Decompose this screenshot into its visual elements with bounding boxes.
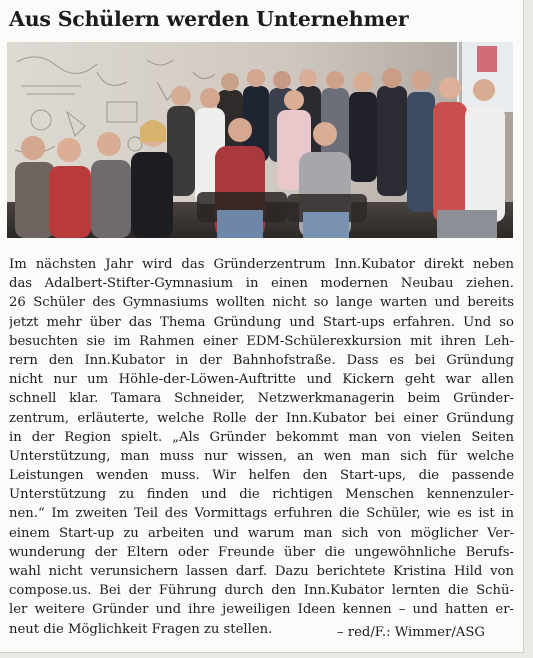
- article-line: Unterstützung, man muss nur wissen, an wen man sich für welche: [9, 448, 514, 464]
- article-line: wahl nicht verunsichern lassen darf. Dazu berichtete Kristina Hild von: [9, 564, 514, 579]
- article-line: Unterstützung zu finden und die richtigen Menschen kennenzuler-: [9, 487, 514, 503]
- article-line: ler weitere Gründer und ihre jeweiligen Ideen kennen – und hatten er-: [9, 602, 514, 618]
- article-line: jetzt mehr über das Thema Gründung und Start-ups erfahren. Und so: [9, 314, 514, 330]
- article-body: [9, 255, 514, 639]
- group-photo: [7, 42, 513, 238]
- article-line: rern den Inn.Kubator in der Bahnhofstraße. Dass es bei Gründung: [9, 352, 514, 368]
- article-line: compose.us. Bei der Führung durch den Inn.Kubator lernten die Schü-: [9, 583, 514, 599]
- article-line: zentrum, erläuterte, welche Rolle der Inn.Kubator bei einer Gründung: [9, 410, 514, 426]
- article-line: besuchten sie im Rahmen einer EDM-Schülerexkursion mit ihren Leh-: [9, 333, 514, 349]
- article-line: in der Region spielt. „Als Gründer bekommt man von vielen Seiten: [9, 429, 514, 445]
- article-line: 26 Schüler des Gymnasiums wollten nicht so lange warten und bereits: [9, 295, 514, 311]
- photo-image: [7, 42, 513, 238]
- article-line: Im nächsten Jahr wird das Gründerzentrum Inn.Kubator direkt neben: [9, 257, 514, 272]
- article-line: einem Start-up zu arbeiten und warum man sich von möglicher Ver-: [9, 525, 514, 541]
- headline: Aus Schülern werden Unternehmer: [9, 7, 409, 31]
- article-line: das Adalbert-Stifter-Gymnasium in einen modernen Neubau ziehen.: [9, 276, 514, 292]
- article-line-last: neut die Möglichkeit Fragen zu stellen.: [9, 621, 273, 637]
- article-line: Leistungen wenden muss. Wir helfen den Start-ups, die passende: [9, 468, 514, 484]
- article-line: wunderung der Eltern oder Freunde über die ungewöhnliche Berufs-: [9, 544, 514, 560]
- photo-credit: – red/F.: Wimmer/ASG: [337, 625, 485, 640]
- article-line: schnell klar. Tamara Schneider, Netzwerkmanagerin beim Gründer-: [9, 391, 514, 407]
- article-line: nen.“ Im zweiten Teil des Vormittags erfuhren die Schüler, wie es ist in: [9, 506, 514, 522]
- article-line: nicht nur um Höhle-der-Löwen-Auftritte und Kickern geht war allen: [9, 372, 514, 388]
